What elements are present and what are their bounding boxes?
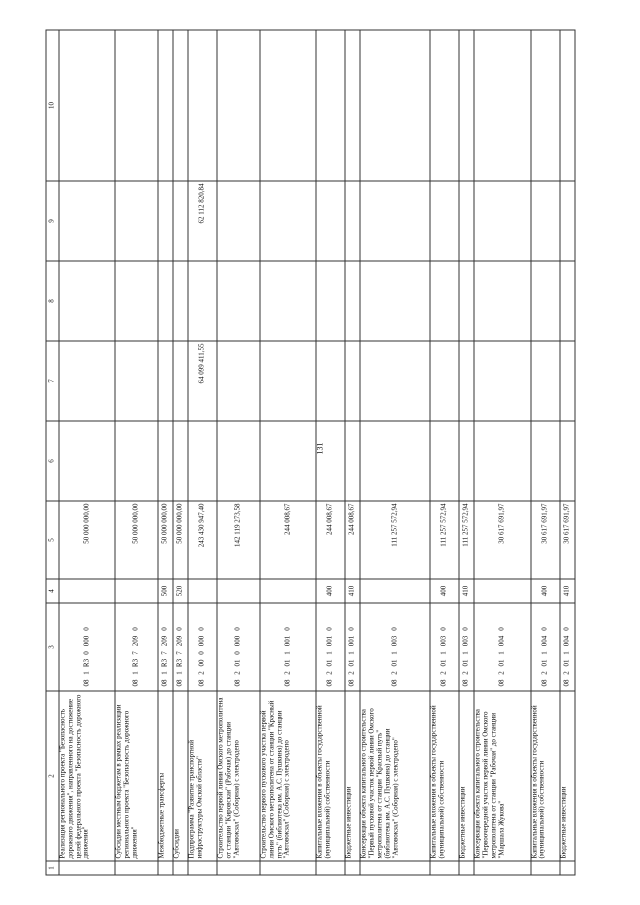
amount-col-10 [345, 30, 360, 181]
column-header-1: 1 [46, 861, 59, 875]
code-part: 7 [131, 650, 140, 655]
code-part: 1 [439, 650, 448, 655]
code-part: 000 [197, 635, 206, 646]
amount-col-6 [173, 421, 188, 501]
amount-col-8 [259, 261, 315, 341]
expense-type-code: 410 [345, 579, 360, 603]
page-number: 131 [315, 442, 325, 455]
item-description: Подпрограмма "Развитие транспортной инфраструктуры Омской области" [188, 691, 217, 861]
code-part: 1 [159, 670, 168, 675]
code-part: 1 [561, 650, 570, 655]
code-part: 08 [389, 679, 398, 686]
row-number-cell [217, 861, 260, 875]
amount-col-9 [173, 181, 188, 261]
amount-col-5: 111 257 572,94 [459, 501, 474, 579]
code-part: 2 [282, 670, 291, 675]
code-part: 08 [439, 679, 448, 686]
amount-col-8 [59, 261, 115, 341]
code-part: 01 [389, 659, 398, 666]
item-description: Строительство первого пускового участка первой линии Омского метрополитена от станции "Красный путь" (библиотека им. А.С. Пушкина) до станции "Автовокзал" (Соборная) с электродепо [259, 691, 315, 861]
amount-col-10 [430, 30, 459, 181]
code-part: 004 [539, 635, 548, 646]
code-part: 000 [233, 635, 242, 646]
amount-col-9 [459, 181, 474, 261]
code-part: 2 [325, 670, 334, 675]
code-part: 01 [497, 659, 506, 666]
amount-col-6 [217, 421, 260, 501]
amount-col-10 [530, 30, 559, 181]
amount-col-5: 30 617 691,97 [474, 501, 530, 579]
amount-col-7 [59, 341, 115, 421]
table-row [430, 30, 459, 875]
column-header-7: 7 [46, 341, 59, 421]
row-number-cell [345, 861, 360, 875]
amount-col-7 [459, 341, 474, 421]
item-description: Бюджетные инвестиции [345, 691, 360, 861]
code-part: 01 [439, 659, 448, 666]
code-part: 0 [233, 626, 242, 631]
table-row [459, 30, 474, 875]
amount-col-10 [115, 30, 158, 181]
expense-type-code: 400 [430, 579, 459, 603]
code-part: 08 [325, 679, 334, 686]
item-description: Реализация регионального проекта "Безопасность дорожного движения", направленного на достижение целей федерального проекта "Безопасность дорожного движения" [59, 691, 115, 861]
code-part: 0 [539, 626, 548, 631]
code-part: 01 [561, 659, 570, 666]
expense-type-code: 400 [316, 579, 345, 603]
code-part: 2 [233, 670, 242, 675]
amount-col-6 [316, 421, 345, 501]
code-part: 1 [325, 650, 334, 655]
code-part: 1 [497, 650, 506, 655]
code-part: 001 [282, 635, 291, 646]
column-header-6: 6 [46, 421, 59, 501]
table-row [217, 30, 260, 875]
amount-col-9 [430, 181, 459, 261]
amount-col-8 [559, 261, 574, 341]
amount-col-6 [559, 421, 574, 501]
amount-col-6 [157, 421, 172, 501]
column-header-8: 8 [46, 261, 59, 341]
row-number-cell [430, 861, 459, 875]
code-part: 01 [282, 659, 291, 666]
amount-col-7 [474, 341, 530, 421]
code-part: 2 [347, 670, 356, 675]
amount-col-8 [360, 261, 430, 341]
code-part: 0 [81, 626, 90, 631]
row-number-cell [59, 861, 115, 875]
amount-col-8 [316, 261, 345, 341]
budget-classification-code [360, 603, 430, 691]
column-header-3: 3 [46, 603, 59, 691]
code-part: 08 [81, 679, 90, 686]
item-description: Консервация объекта капитального строительства "Первоочередной участок первой линии Омского метрополитена от станции "Рабочая" до станции "Маршала Жукова" [474, 691, 530, 861]
amount-col-6 [459, 421, 474, 501]
expense-type-code [59, 579, 115, 603]
expense-type-code: 520 [173, 579, 188, 603]
code-part: 209 [159, 635, 168, 646]
code-part: 01 [347, 659, 356, 666]
code-part: 0 [347, 626, 356, 631]
expense-type-code: 410 [559, 579, 574, 603]
budget-classification-code [188, 603, 217, 691]
code-part: 08 [197, 679, 206, 686]
amount-col-8 [430, 261, 459, 341]
code-part: 0 [175, 626, 184, 631]
amount-col-7 [559, 341, 574, 421]
table-body [59, 30, 575, 875]
expense-type-code [259, 579, 315, 603]
table-row [157, 30, 172, 875]
code-part: 08 [233, 679, 242, 686]
item-description: Капитальные вложения в объекты государственной (муниципальной) собственности [530, 691, 559, 861]
amount-col-6 [345, 421, 360, 501]
amount-col-7 [217, 341, 260, 421]
budget-classification-code [115, 603, 158, 691]
amount-col-8 [115, 261, 158, 341]
amount-col-7 [530, 341, 559, 421]
amount-col-7 [316, 341, 345, 421]
amount-col-9 [360, 181, 430, 261]
expense-type-code [188, 579, 217, 603]
code-part: R3 [131, 658, 140, 667]
table-row [188, 30, 217, 875]
budget-classification-code [345, 603, 360, 691]
code-part: 2 [539, 670, 548, 675]
amount-col-9 [259, 181, 315, 261]
table-row [360, 30, 430, 875]
item-description: Бюджетные инвестиции [459, 691, 474, 861]
budget-classification-code [217, 603, 260, 691]
code-part: 0 [389, 626, 398, 631]
amount-col-5: 111 257 572,94 [360, 501, 430, 579]
amount-col-6 [115, 421, 158, 501]
item-description: Капитальные вложения в объекты государственной (муниципальной) собственности [430, 691, 459, 861]
amount-col-8 [217, 261, 260, 341]
code-part: 08 [282, 679, 291, 686]
code-part: R3 [159, 658, 168, 667]
amount-col-8 [173, 261, 188, 341]
amount-col-10 [217, 30, 260, 181]
amount-col-7 [360, 341, 430, 421]
code-part: 08 [175, 679, 184, 686]
amount-col-9 [59, 181, 115, 261]
column-header-4: 4 [46, 579, 59, 603]
budget-classification-code [530, 603, 559, 691]
amount-col-5: 30 617 691,97 [559, 501, 574, 579]
budget-classification-code [430, 603, 459, 691]
budget-classification-code [173, 603, 188, 691]
row-number-cell [316, 861, 345, 875]
amount-col-6 [259, 421, 315, 501]
amount-col-9 [345, 181, 360, 261]
amount-col-9 [316, 181, 345, 261]
table-row [115, 30, 158, 875]
amount-col-10 [316, 30, 345, 181]
amount-col-5: 50 000 000,00 [59, 501, 115, 579]
code-part: 0 [497, 626, 506, 631]
amount-col-8 [188, 261, 217, 341]
budget-classification-code [459, 603, 474, 691]
table-row [316, 30, 345, 875]
amount-col-9 [530, 181, 559, 261]
amount-col-9 [157, 181, 172, 261]
item-description: Строительство первой линии Омского метрополитена от станции "Кировская" (Рабочая) до станции "Автовокзал" (Соборная) с электродепо [217, 691, 260, 861]
amount-col-8 [345, 261, 360, 341]
code-part: 0 [282, 626, 291, 631]
amount-col-7 [259, 341, 315, 421]
amount-col-8 [474, 261, 530, 341]
code-part: 001 [325, 635, 334, 646]
amount-col-5: 244 008,67 [259, 501, 315, 579]
amount-col-10 [188, 30, 217, 181]
table-row [173, 30, 188, 875]
amount-col-10 [474, 30, 530, 181]
code-part: 209 [175, 635, 184, 646]
amount-col-7 [430, 341, 459, 421]
amount-col-5: 50 000 000,00 [115, 501, 158, 579]
code-part: 0 [131, 626, 140, 631]
item-description: Субсидии [173, 691, 188, 861]
code-part: 209 [131, 635, 140, 646]
amount-col-9 [217, 181, 260, 261]
code-part: 01 [539, 659, 548, 666]
code-part: 1 [347, 650, 356, 655]
code-part: 2 [439, 670, 448, 675]
amount-col-7 [173, 341, 188, 421]
item-description: Межбюджетные трансферты [157, 691, 172, 861]
table-row [474, 30, 530, 875]
code-part: 01 [325, 659, 334, 666]
code-part: 0 [561, 626, 570, 631]
amount-col-7 [115, 341, 158, 421]
code-part: 1 [461, 650, 470, 655]
table-row [259, 30, 315, 875]
amount-col-5: 50 000 000,00 [173, 501, 188, 579]
code-part: 08 [131, 679, 140, 686]
amount-col-10 [559, 30, 574, 181]
code-part: 001 [347, 635, 356, 646]
item-description: Бюджетные инвестиции [559, 691, 574, 861]
code-part: 1 [282, 650, 291, 655]
code-part: 1 [81, 670, 90, 675]
code-part: 0 [159, 626, 168, 631]
amount-col-7 [345, 341, 360, 421]
code-part: 01 [461, 659, 470, 666]
budget-table-container [45, 30, 575, 875]
table-row [559, 30, 574, 875]
table-header-row [46, 30, 59, 875]
expense-type-code: 410 [459, 579, 474, 603]
column-header-10: 10 [46, 30, 59, 181]
code-part: 01 [233, 659, 242, 666]
code-part: 2 [497, 670, 506, 675]
code-part: 2 [197, 670, 206, 675]
row-number-cell [360, 861, 430, 875]
table-row [530, 30, 559, 875]
code-part: 00 [197, 659, 206, 666]
amount-col-9 [474, 181, 530, 261]
item-description: Консервация объекта капитального строительства "Первый пусковой участок первой линии Омского метрополитена от станции "Красный путь" (библиотека им. А.С. Пушкина) до станции "Автовокзал" (Соборная) с электродепо" [360, 691, 430, 861]
code-part: 004 [497, 635, 506, 646]
table-row [59, 30, 115, 875]
amount-col-5: 30 617 691,97 [530, 501, 559, 579]
code-part: 003 [389, 635, 398, 646]
expense-type-code [217, 579, 260, 603]
amount-col-6 [474, 421, 530, 501]
item-description: Капитальные вложения в объекты государственной (муниципальной) собственности [316, 691, 345, 861]
budget-classification-code [157, 603, 172, 691]
amount-col-9 [559, 181, 574, 261]
table-row [345, 30, 360, 875]
budget-classification-code [559, 603, 574, 691]
expense-type-code [474, 579, 530, 603]
code-part: 003 [461, 635, 470, 646]
budget-classification-code [259, 603, 315, 691]
amount-col-5: 50 000 000,00 [157, 501, 172, 579]
code-part: 7 [175, 650, 184, 655]
budget-classification-code [474, 603, 530, 691]
amount-col-6 [360, 421, 430, 501]
code-part: 2 [389, 670, 398, 675]
budget-classification-code [59, 603, 115, 691]
code-part: 004 [561, 635, 570, 646]
amount-col-9: 62 112 820,84 [188, 181, 217, 261]
amount-col-7 [157, 341, 172, 421]
column-header-9: 9 [46, 181, 59, 261]
code-part: 2 [461, 670, 470, 675]
amount-col-8 [459, 261, 474, 341]
code-part: 0 [197, 626, 206, 631]
code-part: R3 [175, 658, 184, 667]
row-number-cell [474, 861, 530, 875]
amount-col-5: 244 008,67 [345, 501, 360, 579]
budget-classification-code [316, 603, 345, 691]
code-part: 0 [233, 650, 242, 655]
row-number-cell [559, 861, 574, 875]
code-part: 1 [389, 650, 398, 655]
code-part: 0 [197, 650, 206, 655]
code-part: 1 [539, 650, 548, 655]
expense-type-code [115, 579, 158, 603]
code-part: 08 [497, 679, 506, 686]
column-header-2: 2 [46, 691, 59, 861]
code-part: 08 [159, 679, 168, 686]
row-number-cell [459, 861, 474, 875]
expense-type-code: 400 [530, 579, 559, 603]
code-part: 1 [131, 670, 140, 675]
code-part: 1 [175, 670, 184, 675]
amount-col-10 [173, 30, 188, 181]
row-number-cell [530, 861, 559, 875]
code-part: 0 [325, 626, 334, 631]
amount-col-7: 64 099 411,55 [188, 341, 217, 421]
amount-col-5: 142 119 273,58 [217, 501, 260, 579]
row-number-cell [115, 861, 158, 875]
code-part: 0 [81, 650, 90, 655]
code-part: 000 [81, 635, 90, 646]
budget-table [45, 29, 575, 875]
code-part: R3 [81, 658, 90, 667]
amount-col-6 [530, 421, 559, 501]
code-part: 08 [347, 679, 356, 686]
column-header-5: 5 [46, 501, 59, 579]
code-part: 08 [561, 679, 570, 686]
amount-col-10 [360, 30, 430, 181]
amount-col-5: 243 430 947,40 [188, 501, 217, 579]
amount-col-8 [530, 261, 559, 341]
row-number-cell [259, 861, 315, 875]
code-part: 003 [439, 635, 448, 646]
amount-col-10 [157, 30, 172, 181]
code-part: 0 [461, 626, 470, 631]
amount-col-10 [259, 30, 315, 181]
expense-type-code [360, 579, 430, 603]
code-part: 08 [461, 679, 470, 686]
amount-col-10 [59, 30, 115, 181]
amount-col-8 [157, 261, 172, 341]
amount-col-10 [459, 30, 474, 181]
row-number-cell [157, 861, 172, 875]
code-part: 08 [539, 679, 548, 686]
amount-col-5: 244 008,67 [316, 501, 345, 579]
amount-col-5: 111 257 572,94 [430, 501, 459, 579]
row-number-cell [173, 861, 188, 875]
amount-col-6 [188, 421, 217, 501]
item-description: Субсидии местным бюджетам в рамках реализации регионального проекта "Безопасность дорожного движения" [115, 691, 158, 861]
expense-type-code: 500 [157, 579, 172, 603]
amount-col-6 [59, 421, 115, 501]
amount-col-9 [115, 181, 158, 261]
code-part: 7 [159, 650, 168, 655]
row-number-cell [188, 861, 217, 875]
code-part: 2 [561, 670, 570, 675]
amount-col-6 [430, 421, 459, 501]
code-part: 0 [439, 626, 448, 631]
